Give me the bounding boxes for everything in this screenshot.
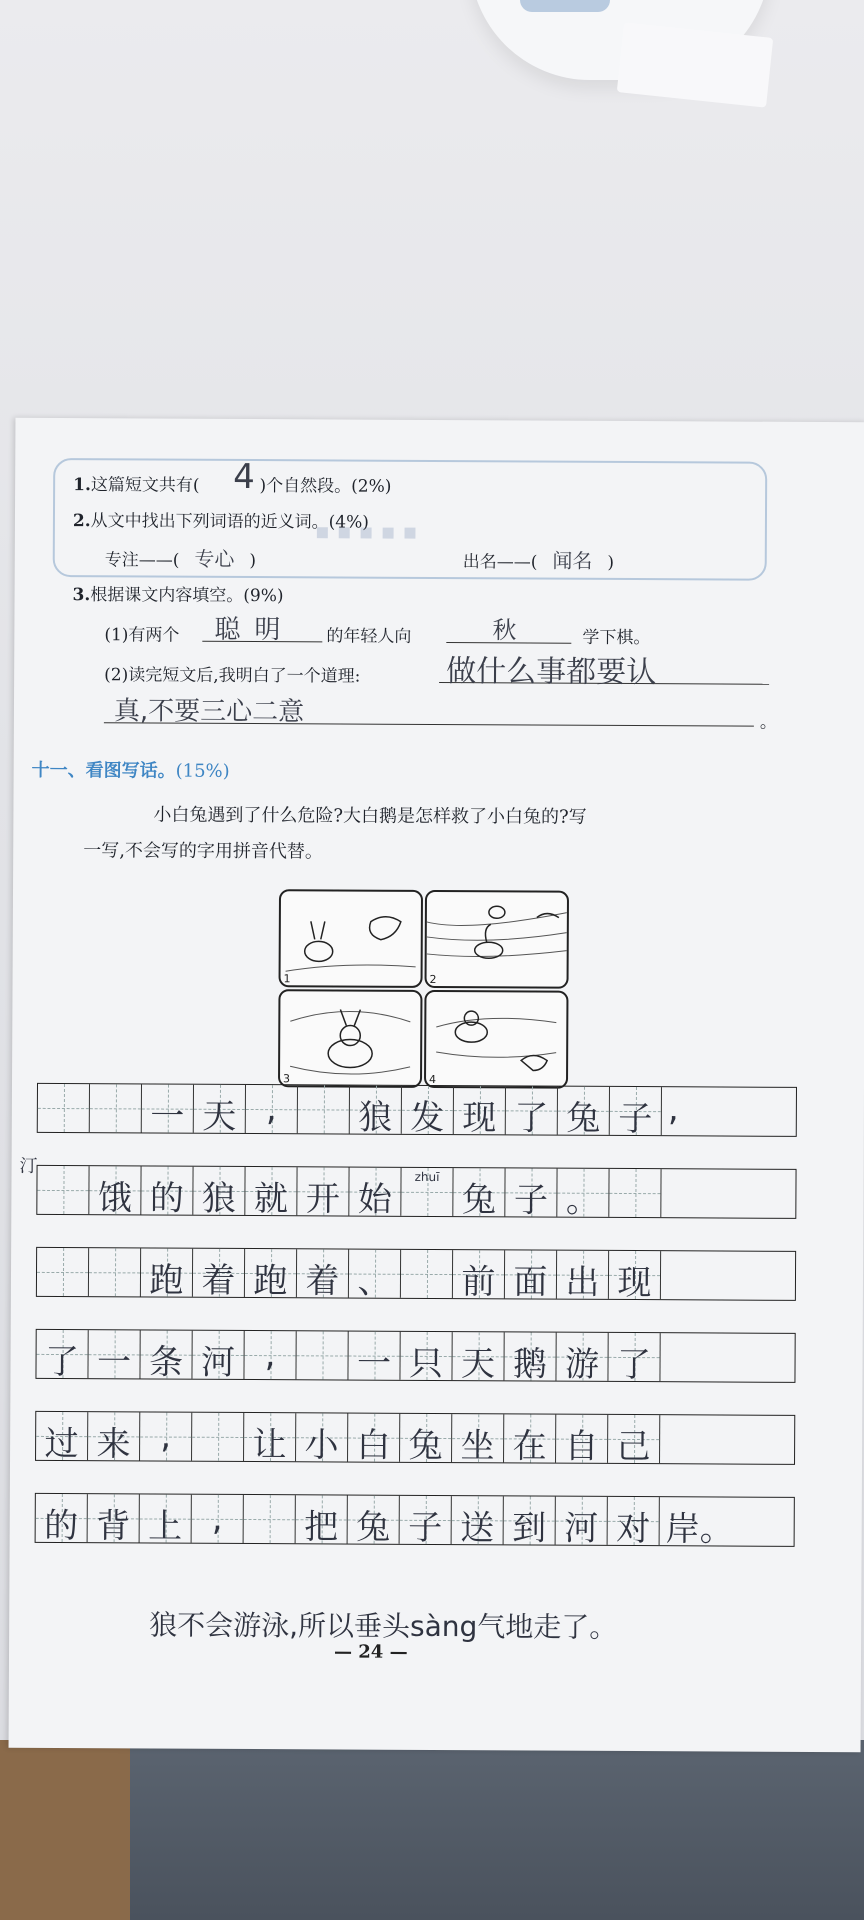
grid-char: 前 bbox=[461, 1262, 496, 1303]
panel-2 bbox=[425, 890, 570, 989]
bleed-through-text: ▪ ▪ ▪ ▪ ▪ bbox=[314, 519, 418, 545]
grid-char: 只 bbox=[408, 1343, 444, 1385]
grid-char: 狼 bbox=[358, 1097, 393, 1138]
q3-sub-1-end: 学下棋。 bbox=[582, 627, 651, 649]
grid-char: 把 bbox=[304, 1507, 339, 1548]
grid-char: 兔 bbox=[566, 1098, 601, 1139]
panel-1 bbox=[279, 889, 424, 988]
q3-sub-1: (1)有两个 bbox=[104, 625, 180, 646]
grid-char: 子 bbox=[408, 1507, 443, 1549]
q3-sub-1-mid: 的年轻人向 bbox=[326, 626, 412, 647]
grid-char: 着 bbox=[305, 1261, 340, 1302]
grid-char: 坐 bbox=[460, 1426, 495, 1467]
grid-char: 对 bbox=[616, 1508, 651, 1550]
grid-char: 天 bbox=[460, 1344, 496, 1385]
grid-char: , bbox=[264, 1335, 276, 1376]
pinyin-char: zhuī bbox=[414, 1169, 440, 1185]
grid-char: 一 bbox=[96, 1342, 132, 1383]
grid-char: 条 bbox=[148, 1342, 184, 1383]
goose-river-illustration bbox=[427, 892, 567, 987]
grid-char: , bbox=[160, 1416, 172, 1457]
answer-q3-1b: 秋 bbox=[492, 616, 517, 645]
answer-q1: 4 bbox=[233, 456, 255, 498]
grid-char: 白 bbox=[356, 1425, 391, 1466]
grid-char: 现 bbox=[617, 1262, 652, 1304]
grid-char: 天 bbox=[202, 1096, 237, 1137]
grid-row bbox=[36, 1247, 796, 1304]
outside-char: 岸。 bbox=[665, 1509, 734, 1550]
grid-char: 跑 bbox=[149, 1260, 184, 1301]
grid-char: 现 bbox=[462, 1098, 497, 1139]
grid-char: 游 bbox=[564, 1344, 600, 1385]
grid-char: 在 bbox=[512, 1426, 547, 1467]
grid-char: 兔 bbox=[356, 1507, 391, 1548]
grid-char: 河 bbox=[564, 1508, 599, 1549]
grid-char: 了 bbox=[616, 1344, 652, 1386]
question-3: 3.根据课文内容填空。(9%) bbox=[72, 585, 284, 607]
grid-row bbox=[35, 1493, 795, 1550]
panel-number: 2 bbox=[429, 972, 437, 986]
question-1: 1.这篇短文共有( )个自然段。(2%) bbox=[73, 475, 392, 497]
q2-pair-2: 出名——( 闻名 ) bbox=[462, 548, 615, 573]
grid-char: 出 bbox=[565, 1262, 600, 1303]
grid-char: 兔 bbox=[461, 1180, 497, 1221]
grid-char: 发 bbox=[410, 1097, 445, 1139]
grid-char: 的 bbox=[149, 1178, 185, 1219]
question-2: 2.从文中找出下列词语的近义词。(4%) bbox=[72, 511, 369, 533]
rabbit-on-goose-illustration bbox=[280, 991, 420, 1086]
prompt-line-2: 一写,不会写的字用拼音代替。 bbox=[83, 840, 324, 863]
grid-char: 兔 bbox=[408, 1425, 443, 1467]
grid-char: 自 bbox=[564, 1426, 599, 1467]
grid-char: 的 bbox=[44, 1505, 79, 1547]
panel-number: 3 bbox=[282, 1072, 291, 1086]
grid-char: 了 bbox=[44, 1341, 80, 1383]
grid-char: 一 bbox=[356, 1343, 392, 1384]
grid-char: 、 bbox=[357, 1261, 392, 1302]
grid-row bbox=[35, 1329, 795, 1386]
grid-char: 小 bbox=[304, 1425, 339, 1466]
grid-char: 面 bbox=[513, 1262, 548, 1303]
grid-char: 鹅 bbox=[512, 1344, 548, 1385]
grid-char: 河 bbox=[200, 1342, 236, 1383]
grid-char: 一 bbox=[150, 1096, 185, 1137]
margin-char: 汀 bbox=[19, 1155, 38, 1177]
grid-char: 子 bbox=[618, 1098, 653, 1140]
grid-char: 来 bbox=[96, 1424, 131, 1465]
q3-sub-2: (2)读完短文后,我明白了一个道理: bbox=[104, 665, 361, 687]
rabbit-wolf-illustration bbox=[281, 891, 421, 986]
grid-char: 。 bbox=[565, 1180, 601, 1221]
goose-escape-illustration bbox=[426, 992, 566, 1087]
panel-number: 4 bbox=[428, 1072, 437, 1086]
outside-char: , bbox=[667, 1089, 679, 1130]
page-number: — 24 — bbox=[333, 1641, 408, 1663]
table-edge bbox=[0, 1740, 130, 1920]
grid-char: 饿 bbox=[97, 1178, 133, 1219]
grid-char: 子 bbox=[513, 1180, 549, 1221]
grid-char: 上 bbox=[148, 1506, 183, 1547]
grid-row bbox=[37, 1083, 797, 1140]
handwritten-last-line: 狼不会游泳,所以垂头sàng气地走了。 bbox=[149, 1608, 618, 1644]
panel-number: 1 bbox=[283, 972, 291, 986]
grid-row bbox=[35, 1411, 795, 1468]
grid-char: 始 bbox=[357, 1179, 393, 1220]
writing-grid bbox=[19, 1083, 797, 1579]
grid-char: 背 bbox=[96, 1506, 131, 1547]
cup-rim bbox=[520, 0, 610, 12]
section-title: 十一、看图写话。(15%) bbox=[31, 759, 230, 782]
answer-q3-1a: 聪明 bbox=[214, 614, 295, 646]
grid-char: 了 bbox=[514, 1098, 549, 1139]
grid-char: , bbox=[211, 1498, 223, 1539]
worksheet-page bbox=[9, 418, 864, 1752]
grid-char: 送 bbox=[460, 1508, 495, 1549]
grid-row bbox=[19, 1155, 796, 1221]
grid-char: , bbox=[265, 1089, 277, 1130]
grid-char: 到 bbox=[512, 1508, 547, 1549]
q2-pair-1: 专注——( 专心 ) bbox=[104, 546, 257, 572]
prompt-line-1: 小白兔遇到了什么危险?大白鹅是怎样救了小白兔的?写 bbox=[153, 804, 587, 828]
panel-3 bbox=[278, 989, 423, 1088]
grid-char: 跑 bbox=[253, 1261, 288, 1302]
grid-char: 己 bbox=[616, 1426, 651, 1468]
grid-char: 就 bbox=[253, 1179, 289, 1220]
picture-panels bbox=[278, 889, 571, 1087]
answer-q3-2-line2: 真,不要三心二意 bbox=[113, 696, 305, 728]
panel-4 bbox=[424, 990, 569, 1089]
grid-char: 狼 bbox=[201, 1178, 237, 1219]
grid-char: 过 bbox=[44, 1423, 79, 1465]
answer-q3-2-line1: 做什么事都要认 bbox=[446, 654, 657, 691]
grid-char: 让 bbox=[252, 1425, 287, 1466]
grid-char: 开 bbox=[305, 1179, 341, 1220]
q3-sub-2-end: 。 bbox=[759, 712, 777, 733]
grid-char: 着 bbox=[201, 1260, 236, 1301]
